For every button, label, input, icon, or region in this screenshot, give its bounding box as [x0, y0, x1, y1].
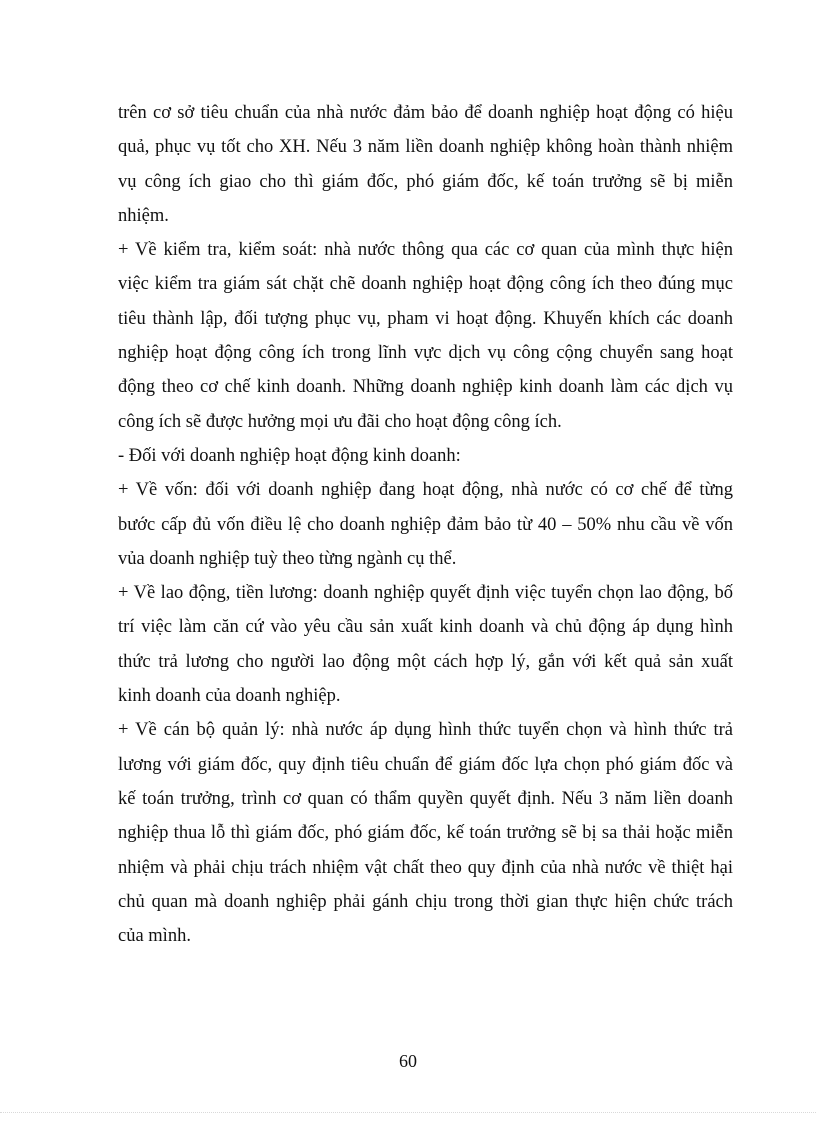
text-line: kinh doanh của doanh nghiệp. [118, 686, 341, 707]
text-line: kế toán trưởng, trình cơ quan có thẩm quyền quyết định. Nếu 3 năm liền doanh [118, 788, 733, 809]
text-line: nghiệp hoạt động công ích trong lĩnh vực dịch vụ công cộng chuyển sang hoạt [118, 343, 733, 364]
text-line: tiêu thành lập, đối tượng phục vụ, pham vi hoạt động. Khuyến khích các doanh [118, 308, 733, 329]
text-line: nhiệm. [118, 205, 169, 226]
text-line: quả, phục vụ tốt cho XH. Nếu 3 năm liền doanh nghiệp không hoàn thành nhiệm [118, 137, 733, 158]
text-line: nhiệm và phải chịu trách nhiệm vật chất theo quy định của nhà nước về thiệt hại [118, 857, 733, 878]
text-line: trí việc làm căn cứ vào yêu cầu sản xuất kinh doanh và chủ động áp dụng hình [118, 617, 733, 638]
text-line: vụ công ích giao cho thì giám đốc, phó giám đốc, kế toán trưởng sẽ bị miễn [118, 171, 733, 192]
text-line: của mình. [118, 926, 191, 947]
text-line: thức trả lương cho người lao động một cách hợp lý, gắn với kết quả sản xuất [118, 651, 733, 672]
page-number: 60 [399, 1051, 417, 1071]
text-line: + Về lao động, tiền lương: doanh nghiệp quyết định việc tuyển chọn lao động, bố [118, 583, 733, 604]
text-line: vủa doanh nghiệp tuỳ theo từng ngành cụ thể. [118, 548, 457, 569]
text-line: việc kiểm tra giám sát chặt chẽ doanh nghiệp hoạt động công ích theo đúng mục [118, 274, 733, 295]
text-line: chủ quan mà doanh nghiệp phải gánh chịu trong thời gian thực hiện chức trách [118, 891, 733, 912]
text-line: + Về cán bộ quản lý: nhà nước áp dụng hình thức tuyển chọn và hình thức trả [118, 720, 733, 741]
body-text [118, 96, 733, 953]
text-line: + Về kiểm tra, kiểm soát: nhà nước thông qua các cơ quan của mình thực hiện [118, 240, 733, 261]
text-line: bước cấp đủ vốn điều lệ cho doanh nghiệp đảm bảo từ 40 – 50% nhu cầu về vốn [118, 514, 733, 535]
text-line: công ích sẽ được hưởng mọi ưu đãi cho hoạt động công ích. [118, 411, 562, 432]
text-line: nghiệp thua lỗ thì giám đốc, phó giám đốc, kế toán trưởng sẽ bị sa thải hoặc miễn [118, 823, 733, 844]
text-line: động theo cơ chế kinh doanh. Những doanh nghiệp kinh doanh làm các dịch vụ [118, 377, 733, 398]
text-line: - Đối với doanh nghiệp hoạt động kinh doanh: [118, 445, 461, 466]
text-line: lương với giám đốc, quy định tiêu chuẩn để giám đốc lựa chọn phó giám đốc và [118, 754, 733, 775]
page-bottom-divider [0, 1112, 816, 1113]
text-line: + Về vốn: đối với doanh nghiệp đang hoạt động, nhà nước có cơ chế để từng [118, 480, 733, 501]
text-line: trên cơ sở tiêu chuẩn của nhà nước đảm bảo để doanh nghiệp hoạt động có hiệu [118, 103, 733, 123]
